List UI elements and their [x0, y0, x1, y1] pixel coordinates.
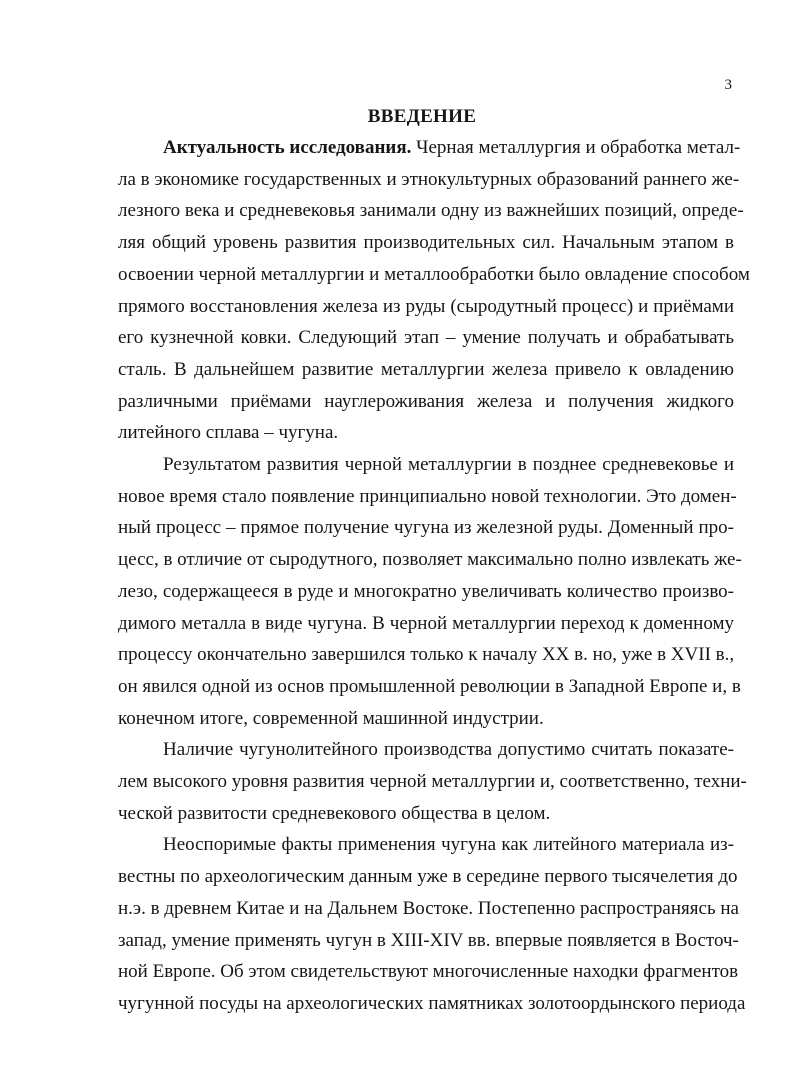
text-line: ный процесс – прямое получение чугуна из железной руды. Доменный про- [118, 517, 734, 539]
text-line: Неоспоримые факты применения чугуна как литейного материала из- [163, 834, 734, 856]
section-heading: ВВЕДЕНИЕ [367, 106, 477, 127]
text-line: ла в экономике государственных и этнокультурных образований раннего же- [118, 168, 740, 190]
text-line: различными приёмами науглероживания железа и получения жидкого [118, 390, 734, 412]
text-line: литейного сплава – чугуна. [118, 422, 339, 444]
text-line: он явился одной из основ промышленной революции в Западной Европе и, в [118, 675, 741, 697]
line-text: Черная металлургия и обработка метал- [411, 137, 741, 158]
paragraph-relevance [118, 132, 750, 449]
body-text [118, 132, 750, 1020]
text-line: конечном итоге, современной машинной индустрии. [118, 707, 544, 729]
text-line: лезо, содержащееся в руде и многократно увеличивать количество произво- [118, 580, 734, 602]
text-line: ной Европе. Об этом свидетельствуют многочисленные находки фрагментов [118, 961, 739, 983]
text-line: прямого восстановления железа из руды (сыродутный процесс) и приёмами [118, 295, 734, 317]
page-number: 3 [724, 77, 732, 93]
text-line: новое время стало появление принципиально новой технологии. Это домен- [118, 485, 737, 507]
text-line: цесс, в отличие от сыродутного, позволяет максимально полно извлекать же- [118, 549, 742, 571]
text-line: его кузнечной ковки. Следующий этап – умение получать и обрабатывать [118, 327, 734, 349]
text-line: Результатом развития черной металлургии в позднее средневековье и [163, 454, 734, 476]
text-line: процессу окончательно завершился только к началу XX в. но, уже в XVII в., [118, 644, 735, 666]
text-line: освоении черной металлургии и металлообработки было овладение способом [118, 263, 750, 285]
text-line: димого металла в виде чугуна. В черной металлургии переход к доменному [118, 612, 734, 634]
paragraph-historical-facts [118, 829, 746, 1019]
text-line: чугунной посуды на археологических памятниках золотоордынского периода [118, 992, 746, 1014]
text-line: лем высокого уровня развития черной металлургии и, соответственно, техни- [118, 771, 747, 793]
text-line [118, 132, 741, 164]
text-line: ляя общий уровень развития производительных сил. Начальным этапом в [118, 232, 734, 254]
text-line: вестны по археологическим данным уже в середине первого тысячелетия до [118, 866, 738, 888]
text-line: Наличие чугунолитейного производства допустимо считать показате- [163, 739, 734, 761]
text-line: ческой развитости средневекового общества в целом. [118, 802, 551, 824]
text-line: сталь. В дальнейшем развитие металлургии железа привело к овладению [118, 358, 734, 380]
paragraph-cast-iron-production [118, 734, 747, 829]
text-line: запад, умение применять чугун в XIII-XIV вв. впервые появляется в Восточ- [118, 929, 739, 951]
text-line: н.э. в древнем Китае и на Дальнем Востоке. Постепенно распространяясь на [118, 897, 739, 919]
lead-phrase: Актуальность исследования. [163, 137, 412, 158]
text-line: лезного века и средневековья занимали одну из важнейших позиций, опреде- [118, 200, 744, 222]
paragraph-blast-furnace [118, 449, 742, 734]
